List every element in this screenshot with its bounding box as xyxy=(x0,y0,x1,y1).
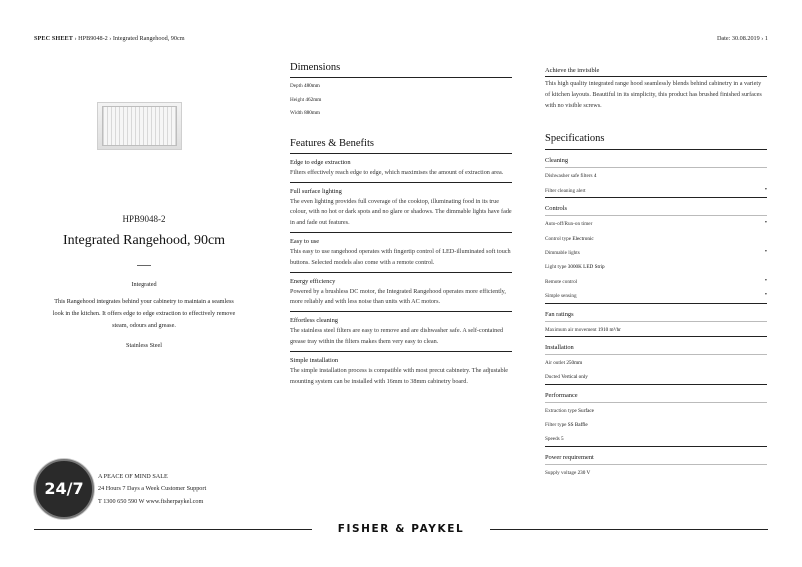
dimension-value: 880mm xyxy=(304,110,320,117)
spec-row xyxy=(545,168,767,182)
right-column xyxy=(545,67,767,479)
breadcrumb xyxy=(34,35,185,42)
spec-group-fan-ratings xyxy=(545,304,767,337)
spec-value: 1910 m³/hr xyxy=(597,326,621,333)
spec-value: 5 xyxy=(561,436,564,443)
spec-label: Dimmable lights xyxy=(545,249,580,256)
spec-label: Simple sensing xyxy=(545,293,577,300)
spec-row xyxy=(545,322,767,336)
spec-value: 250mm xyxy=(566,359,583,366)
spec-group-title: Fan ratings xyxy=(545,304,767,322)
spec-row xyxy=(545,431,767,445)
feature-item xyxy=(290,233,512,273)
spec-row xyxy=(545,259,767,273)
specifications-title: Specifications xyxy=(545,133,767,150)
support-line-2: 24 Hours 7 Days a Week Customer Support xyxy=(98,485,207,493)
spec-value: Surface xyxy=(578,407,594,414)
dimension-width xyxy=(290,105,512,119)
footer-line-right xyxy=(490,529,768,530)
feature-item xyxy=(290,273,512,313)
spec-value: 4 xyxy=(593,173,597,180)
spec-label: Filter cleaning alert xyxy=(545,187,586,194)
spec-group-title: Performance xyxy=(545,385,767,403)
feature-text: This easy to use rangehood operates with fingertip control of LED-illuminated soft touch buttons. Selected models also come with a remote control. xyxy=(290,247,511,266)
dimensions-list xyxy=(290,78,512,119)
support-247-icon xyxy=(34,459,94,519)
spec-value: 230 V xyxy=(577,469,591,476)
spec-group-performance xyxy=(545,385,767,447)
brand-logo: FISHER & PAYKEL xyxy=(337,523,465,535)
spec-group-title: Controls xyxy=(545,198,767,216)
spec-row xyxy=(545,355,767,369)
feature-title: Energy efficiency xyxy=(290,277,336,285)
spec-label: Air outlet xyxy=(545,359,567,366)
feature-item xyxy=(290,352,512,391)
product-model: HPB9048-2 xyxy=(122,214,166,224)
footer-line-left xyxy=(34,529,312,530)
spec-label: Extraction type xyxy=(545,407,579,414)
feature-title: Edge to edge extraction xyxy=(290,158,351,166)
divider xyxy=(137,265,151,266)
bullet-icon: • xyxy=(764,292,767,299)
dimension-value: 480mm xyxy=(303,83,320,89)
spec-group-title: Cleaning xyxy=(545,150,767,168)
spec-row xyxy=(545,369,767,383)
features-list xyxy=(290,154,512,391)
spec-row xyxy=(545,274,767,288)
badge-label: 24/7 xyxy=(44,479,84,498)
feature-text: Powered by a brushless DC motor, the Integrated Rangehood operates more efficiently, more reliably and with less noise than units with AC motors. xyxy=(290,287,506,306)
spec-row xyxy=(545,465,767,479)
spec-value: SS Baffle xyxy=(567,422,588,429)
achieve-text: This high quality integrated range hood seamlessly blends behind cabinetry in a variety of kitchen layouts. Beautiful in its simplicity, this product has brushed finished surfaces with no visible screws. xyxy=(545,80,762,109)
spec-row xyxy=(545,245,767,259)
spec-row xyxy=(545,417,767,431)
dimension-label: Depth xyxy=(290,83,304,89)
spec-label: Remote control xyxy=(545,278,578,285)
support-line-1: A PEACE OF MIND SALE xyxy=(98,473,168,480)
feature-title: Easy to use xyxy=(290,237,320,245)
spec-row xyxy=(545,403,767,417)
dimensions-title: Dimensions xyxy=(290,62,512,78)
dimension-label: Height xyxy=(290,96,306,103)
spec-label: Maximum air movement xyxy=(545,326,598,333)
feature-text: The stainless steel filters are easy to remove and are dishwasher safe. A self-contained grease tray within the filters makes them very easy to clean. xyxy=(290,327,504,345)
spec-group-title: Power requirement xyxy=(545,447,767,465)
feature-text: Filters effectively reach edge to edge, which maximises the amount of extraction area. xyxy=(290,168,504,176)
dimension-label: Width xyxy=(290,110,305,117)
bullet-icon: • xyxy=(764,248,767,255)
bullet-icon: • xyxy=(764,220,767,227)
product-description: This Rangehood integrates behind your cabinetry to maintain a seamless look in the kitchen. It offers edge to edge extraction to effectively remove steam, odours and grease. xyxy=(52,298,236,330)
spec-label: Control type xyxy=(545,235,573,242)
spec-row xyxy=(545,288,767,302)
product-image xyxy=(90,62,190,192)
feature-text: The simple installation process is compatible with most precut cabinetry. The adjustable mounting system can be installed with 16mm to 38mm cabinetry board. xyxy=(290,366,509,385)
support-line-3: T 1300 650 590 W www.fisherpaykel.com xyxy=(98,497,204,505)
spec-label: Ducted xyxy=(545,374,562,381)
spec-group-power xyxy=(545,447,767,479)
breadcrumb-root: SPEC SHEET xyxy=(34,35,73,42)
feature-item xyxy=(290,154,512,183)
rangehood-filter-shape xyxy=(102,106,177,146)
feature-item xyxy=(290,183,512,233)
dimension-depth xyxy=(290,78,512,92)
product-name: Integrated Rangehood, 90cm xyxy=(62,233,226,248)
feature-title: Effortless cleaning xyxy=(290,317,338,325)
dimension-value: 462mm xyxy=(305,96,322,103)
spec-value: 3000K LED Strip xyxy=(567,264,605,271)
spec-row xyxy=(545,216,767,230)
spec-group-cleaning xyxy=(545,150,767,198)
feature-title: Full surface lighting xyxy=(290,187,342,195)
achieve-title: Achieve the invisible xyxy=(545,67,767,77)
feature-title: Simple installation xyxy=(290,356,339,364)
feature-item xyxy=(290,312,512,352)
bullet-icon: • xyxy=(764,277,767,284)
dimension-height xyxy=(290,92,512,106)
bullet-icon: • xyxy=(764,186,767,193)
middle-column xyxy=(290,62,512,390)
spec-group-controls xyxy=(545,198,767,303)
spec-label: Supply voltage xyxy=(545,469,578,476)
page-header xyxy=(34,35,768,45)
spec-label: Light type xyxy=(545,264,568,271)
spec-label: Speeds xyxy=(545,436,561,443)
achieve-section xyxy=(545,67,767,111)
spec-row xyxy=(545,231,767,245)
spec-group-title: Installation xyxy=(545,337,767,355)
feature-text: The even lighting provides full coverage of the cooktop, illuminating food in its true colour, with no hot or dark spots and no glare or shadows. The dimmable lights have fade in and fade out features. xyxy=(290,197,512,227)
spec-label: Dishwasher safe filters xyxy=(545,173,594,180)
spec-value: Electronic xyxy=(572,235,594,242)
page-date: Date: 30.08.2019 › 1 xyxy=(716,35,768,42)
breadcrumb-path: › HPB9048-2 › Integrated Rangehood, 90cm xyxy=(73,35,185,42)
spec-group-installation xyxy=(545,337,767,385)
product-type: Integrated xyxy=(131,281,157,288)
spec-row xyxy=(545,183,767,197)
spec-label: Auto-off/Run-on timer xyxy=(545,221,593,228)
spec-label: Filter type xyxy=(545,422,568,429)
support-info xyxy=(98,471,206,508)
product-finish: Stainless Steel xyxy=(126,342,162,349)
spec-value: Vertical only xyxy=(561,374,588,381)
features-title: Features & Benefits xyxy=(290,138,512,154)
